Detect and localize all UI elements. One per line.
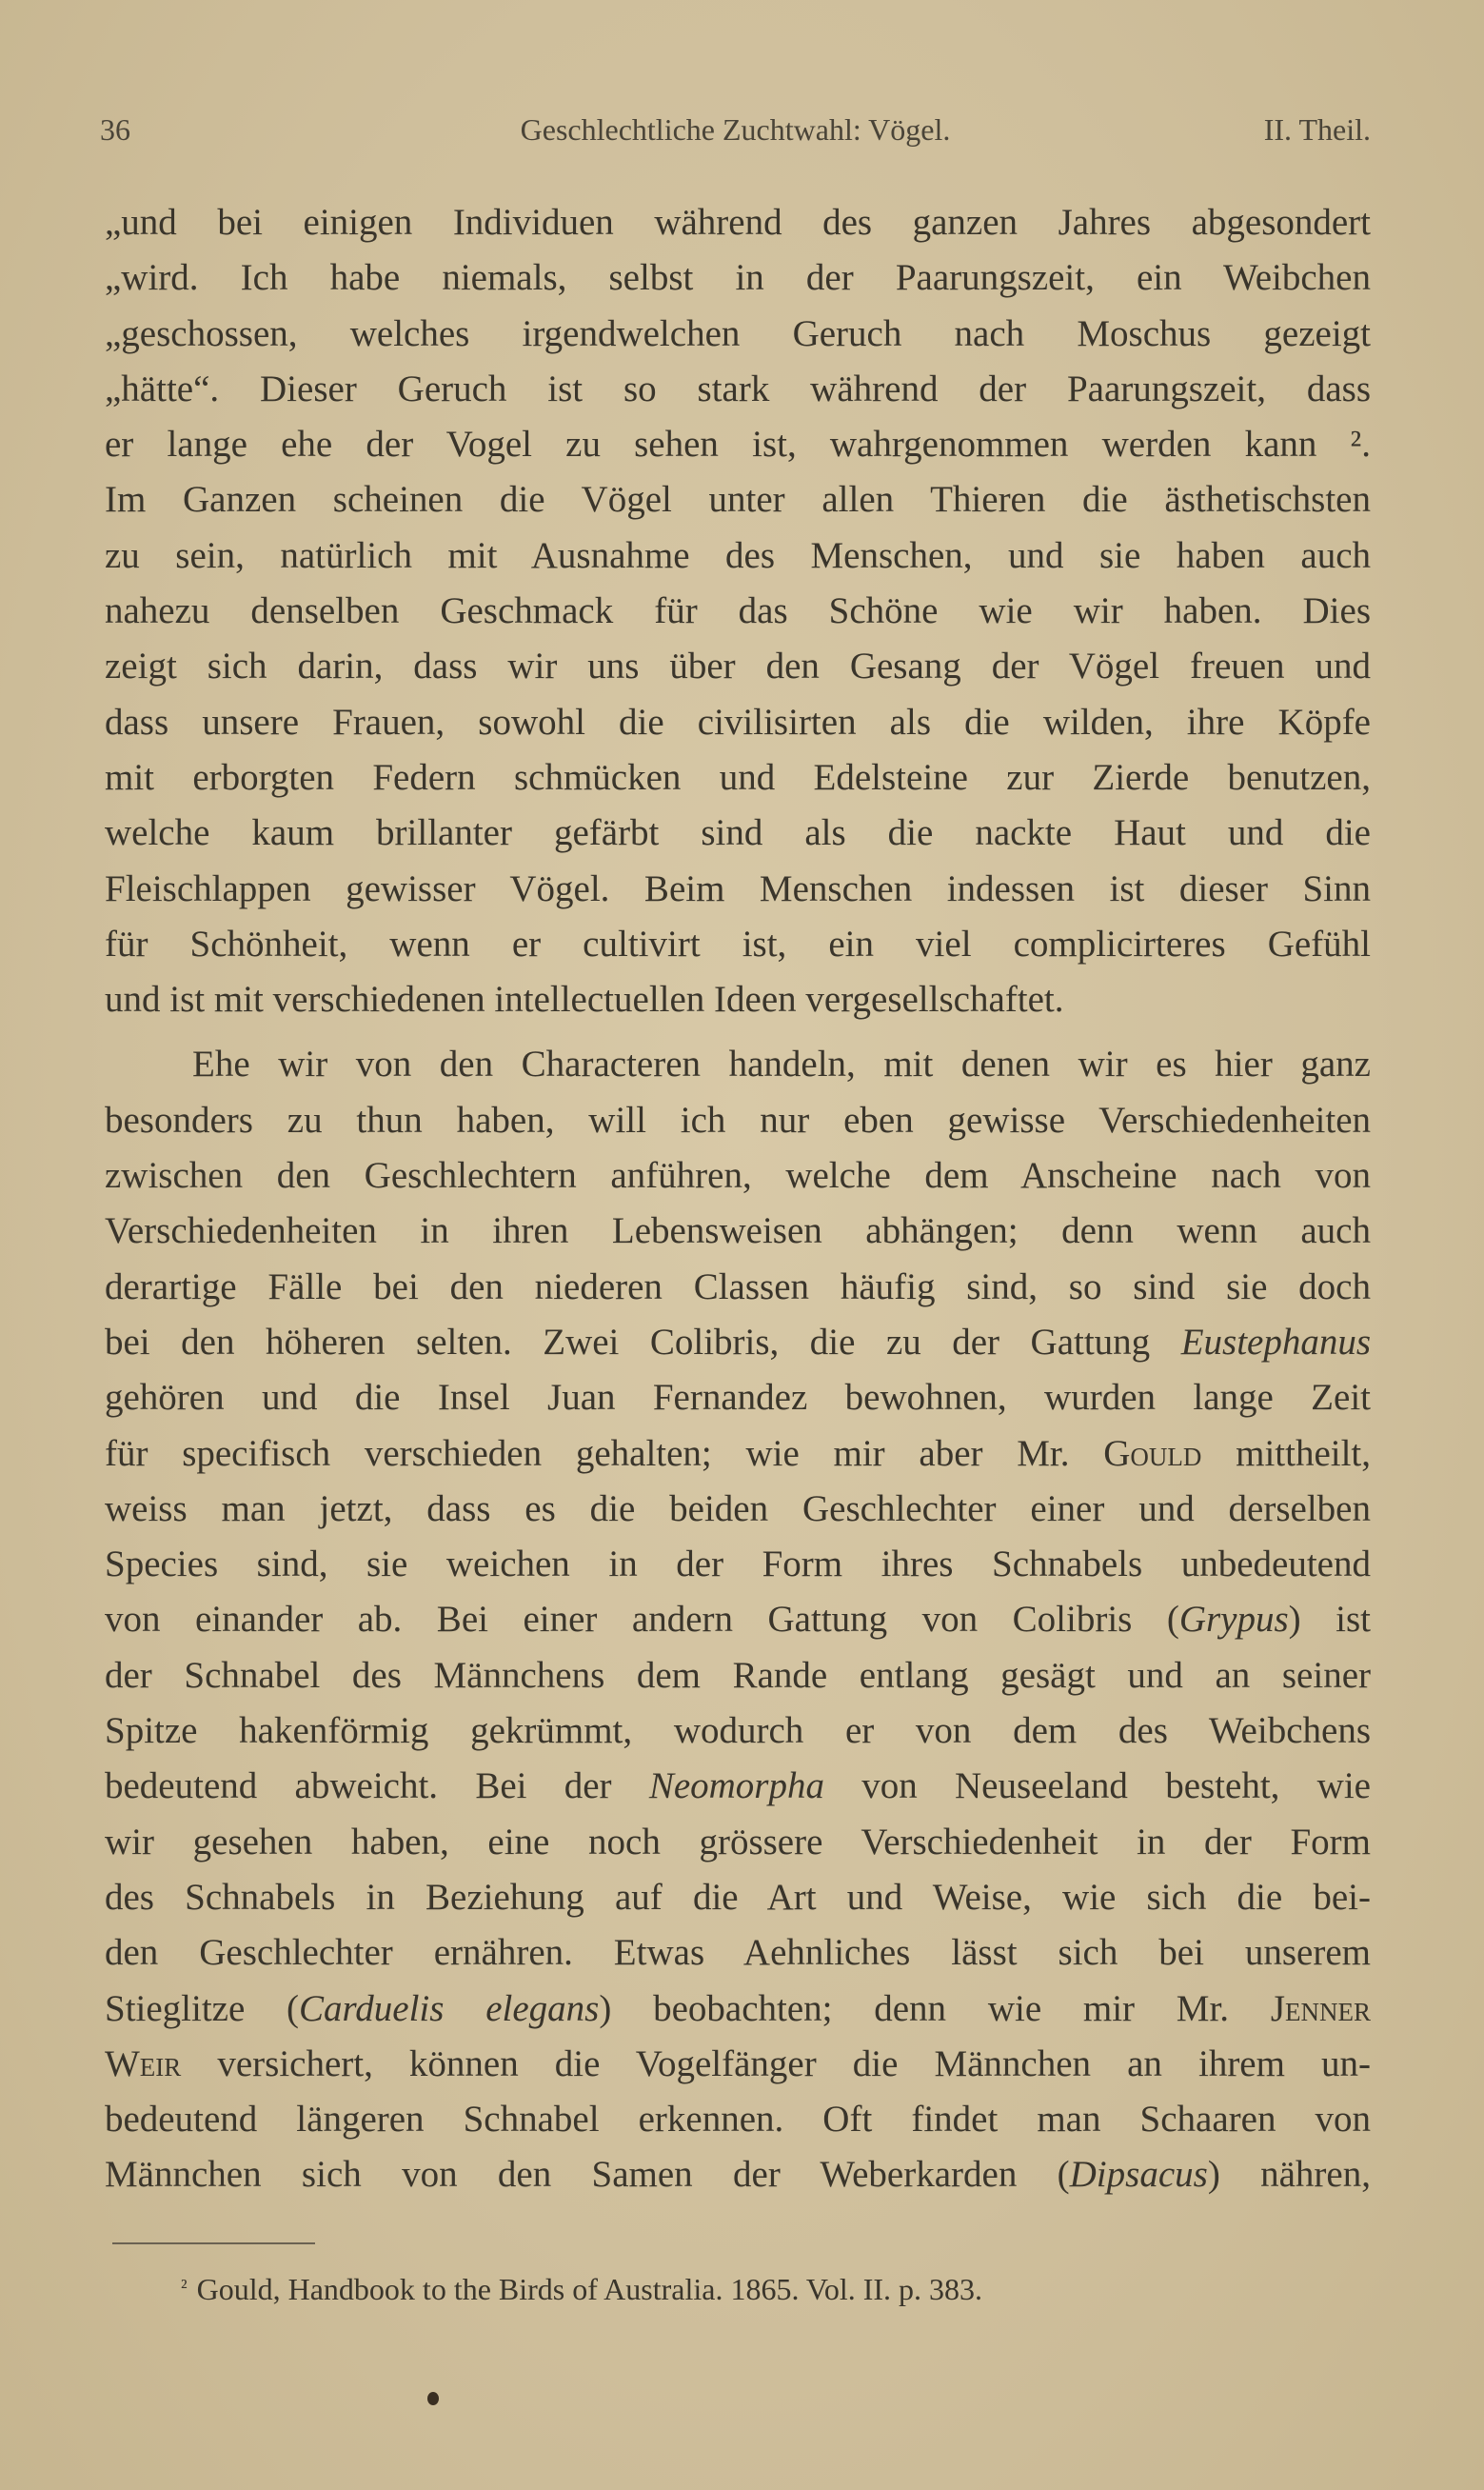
author-name: Gould — [1103, 1432, 1202, 1474]
text-segment: ) nähren, — [1207, 2154, 1371, 2196]
text-segment: Stieglitze ( — [105, 1987, 300, 2029]
text-line: mit erborgten Federn schmücken und Edelsteine zur Zierde benutzen, — [105, 756, 1371, 798]
text-line: wir gesehen haben, eine noch grössere Verschiedenheit in der Form — [105, 1821, 1371, 1863]
text-line — [105, 1315, 1371, 1370]
text-line: zwischen den Geschlechtern anführen, welche dem Anscheine nach von — [105, 1155, 1371, 1197]
text-line — [105, 1982, 1371, 2037]
author-name: Jenner — [1270, 1987, 1371, 2029]
text-line: Verschiedenheiten in ihren Lebensweisen abhängen; denn wenn auch — [105, 1210, 1371, 1252]
genus-name: Dipsacus — [1069, 2154, 1208, 2196]
text-segment: ) beobachten; denn wie mir Mr. — [599, 1987, 1230, 2029]
ink-spot — [427, 2392, 439, 2405]
body-text — [105, 195, 1371, 2203]
page-number: 36 — [100, 112, 130, 147]
text-line: für Schönheit, wenn er cultivirt ist, ein viel complicirteres Gefühl — [105, 923, 1371, 965]
text-line: nahezu denselben Geschmack für das Schöne wie wir haben. Dies — [105, 590, 1371, 632]
text-segment: für specifisch verschieden gehalten; wie mir aber Mr. — [105, 1432, 1070, 1474]
text-line — [105, 1759, 1371, 1814]
genus-name: Neomorpha — [648, 1765, 824, 1807]
paragraph-1 — [105, 195, 1371, 1027]
running-header — [100, 112, 1371, 158]
text-line: Species sind, sie weichen in der Form ihres Schnabels unbedeutend — [105, 1544, 1371, 1585]
text-segment: von Neuseeland besteht, wie — [861, 1765, 1371, 1807]
text-segment: mittheilt, — [1236, 1432, 1372, 1474]
text-line: den Geschlechter ernähren. Etwas Aehnliches lässt sich bei unserem — [105, 1932, 1371, 1974]
text-line: bedeutend längeren Schnabel erkennen. Oft findet man Schaaren von — [105, 2099, 1371, 2141]
text-line: weiss man jetzt, dass es die beiden Geschlechter einer und derselben — [105, 1487, 1371, 1529]
footnote-text: Gould, Handbook to the Birds of Australia. 1865. Vol. II. p. 383. — [196, 2272, 983, 2306]
text-line: zeigt sich darin, dass wir uns über den Gesang der Vögel freuen und — [105, 646, 1371, 687]
text-segment: bei den höheren selten. Zwei Colibris, die zu der Gattung — [105, 1321, 1151, 1363]
text-line: dass unsere Frauen, sowohl die civilisirten als die wilden, ihre Köpfe — [105, 701, 1371, 743]
text-segment: bedeutend abweicht. Bei der — [105, 1765, 612, 1807]
paragraph-gap — [105, 1027, 1371, 1037]
text-line: besonders zu thun haben, will ich nur eben gewisse Verschiedenheiten — [105, 1099, 1371, 1141]
species-name: Carduelis elegans — [299, 1987, 600, 2029]
text-line: der Schnabel des Männchens dem Rande entlang gesägt und an seiner — [105, 1654, 1371, 1696]
text-line: Ehe wir von den Characteren handeln, mit denen wir es hier ganz — [192, 1044, 1371, 1086]
text-line — [105, 1426, 1371, 1482]
text-line: „hätte“. Dieser Geruch ist so stark während der Paarungszeit, dass — [105, 368, 1371, 409]
running-title: Geschlechtliche Zuchtwahl: Vögel. — [520, 112, 951, 147]
footnote-divider — [112, 2242, 315, 2244]
text-segment: versichert, können die Vogelfänger die Männchen an ihrem un- — [217, 2042, 1371, 2084]
text-segment: Männchen sich von den Samen der Weberkarden ( — [105, 2154, 1070, 2196]
text-line — [105, 1592, 1371, 1647]
genus-name: Grypus — [1178, 1599, 1289, 1641]
text-line: des Schnabels in Beziehung auf die Art und Weise, wie sich die bei- — [105, 1876, 1371, 1918]
text-line: Fleischlappen gewisser Vögel. Beim Menschen indessen ist dieser Sinn — [105, 867, 1371, 909]
text-line: Im Ganzen scheinen die Vögel unter allen Thieren die ästhetischsten — [105, 479, 1371, 521]
text-line: „wird. Ich habe niemals, selbst in der Paarungszeit, ein Weibchen — [105, 257, 1371, 299]
text-line: Spitze hakenförmig gekrümmt, wodurch er von dem des Weibchens — [105, 1710, 1371, 1752]
text-segment: ) ist — [1288, 1599, 1371, 1641]
text-line: und ist mit verschiedenen intellectuellen Ideen vergesellschaftet. — [105, 979, 1064, 1021]
text-line: „und bei einigen Individuen während des ganzen Jahres abgesondert — [105, 202, 1371, 243]
paragraph-2 — [105, 1037, 1371, 2202]
genus-name: Eustephanus — [1180, 1321, 1372, 1363]
author-name: Weir — [105, 2042, 182, 2084]
text-line: derartige Fälle bei den niederen Classen häufig sind, so sind sie doch — [105, 1265, 1371, 1307]
footnote-marker: ² — [181, 2275, 188, 2299]
text-line: zu sein, natürlich mit Ausnahme des Menschen, und sie haben auch — [105, 534, 1371, 576]
text-line: welche kaum brillanter gefärbt sind als die nackte Haut und die — [105, 812, 1371, 854]
text-line — [105, 2147, 1371, 2202]
text-line: er lange ehe der Vogel zu sehen ist, wahrgenommen werden kann ². — [105, 424, 1371, 466]
text-segment: von einander ab. Bei einer andern Gattung von Colibris ( — [105, 1599, 1179, 1641]
text-line: gehören und die Insel Juan Fernandez bewohnen, wurden lange Zeit — [105, 1377, 1371, 1419]
part-label: II. Theil. — [1263, 112, 1371, 147]
text-line — [105, 2037, 1371, 2092]
text-line: „geschossen, welches irgendwelchen Geruch nach Moschus gezeigt — [105, 312, 1371, 354]
footnote — [181, 2264, 1371, 2312]
